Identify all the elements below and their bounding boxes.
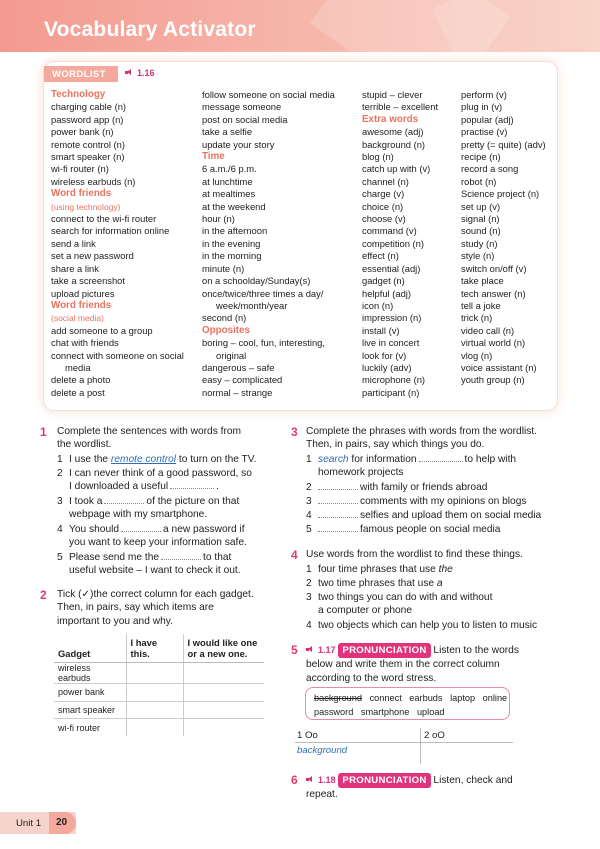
wordlist-entry: connect to the wi-fi router [51,213,157,225]
item-number: 2 [306,482,312,493]
wordlist-entry: follow someone on social media [202,89,335,100]
instruction-line: the wordlist. [57,439,112,451]
stress-column-oo[interactable] [295,728,421,764]
item-number: 1 [306,564,312,575]
wordlist-entry: choose (v) [362,213,406,225]
item-text: to turn on the TV. [176,454,257,465]
wordlist-entry: charging cable (n) [51,101,127,113]
wordlist-entry: take a screenshot [51,275,126,287]
tick-cell[interactable] [183,684,264,702]
instruction-line: Complete the phrases with words from the wordlist. [306,426,538,437]
wordlist-entry: search for information online [51,225,170,237]
wordlist-entry: essential (adj) [362,262,421,274]
wordlist-column-3 [362,89,438,399]
wordlist-entry: competition (n) [362,237,425,249]
wordlist-entry: signal (n) [461,213,500,225]
page-number: 20 [49,812,76,834]
wordlist-entry: in the morning [202,250,262,262]
answer-blank[interactable] [419,453,463,462]
item-number: 4 [57,524,63,535]
item-number: 2 [306,578,312,589]
item-text: useful website – I want to check it out. [69,565,241,577]
wordlist-entry: once/twice/three times a day/ [202,287,324,299]
wordlist-entry: send a link [51,237,96,249]
instruction-line: Then, in pairs, say which things you do. [306,439,485,451]
instruction-line: Use words from the wordlist to find these things. [306,549,523,560]
exercise-3-items [306,453,566,543]
table-row [54,701,264,719]
wordlist-entry: remote control (n) [51,138,125,150]
item-text: You should [69,524,120,535]
wordlist-entry: awesome (adj) [362,126,424,138]
wordlist-entry: pretty (= quite) (adv) [461,138,546,150]
item-text: to help with [464,454,517,465]
wordlist-column-2 [202,89,335,399]
wordlist-entry: impression (n) [362,312,422,324]
instruction-line: repeat. [306,789,338,801]
wordlist-entry: boring – cool, fun, interesting, [202,337,325,349]
wordlist-entry: media [65,361,91,373]
item-number: 3 [306,592,312,603]
table-row [54,719,264,737]
gadget-table [54,634,264,736]
wordlist-entry: blog (n) [362,151,394,163]
item-text: for information [348,454,417,465]
item-text: I can never think of a good password, so [69,468,252,479]
answer-blank[interactable] [121,523,161,532]
wordlist-entry: in the evening [202,237,261,249]
wordlist-entry: study (n) [461,237,498,249]
wordlist-entry: trick (n) [461,312,493,324]
wordlist-subheading: (using technology) [51,201,121,212]
tick-cell[interactable] [126,684,183,702]
wordlist-entry: voice assistant (n) [461,361,537,373]
exercise-4-instructions [306,548,566,561]
gadget-name: power bank [54,684,126,702]
item-text: homework projects [318,467,404,479]
wordlist-entry: share a link [51,262,99,274]
instruction-line: Listen, check and [430,775,513,786]
page-footer [0,812,76,834]
exercise-6-number: 6 [291,773,298,787]
answer-blank[interactable] [318,495,358,504]
wordlist-heading: Extra words [362,113,419,125]
speaker-icon[interactable] [306,775,315,784]
wordlist-entry: style (n) [461,250,495,262]
audio-track-number: 1.18 [318,775,336,785]
wordlist-entry: set up (v) [461,200,501,212]
item-number: 4 [306,620,312,631]
wordlist-entry: original [216,349,247,361]
answer-blank[interactable] [318,523,358,532]
item-number: 3 [57,496,63,507]
wordlist-entry: plug in (v) [461,101,503,113]
item-text: the [438,564,453,575]
exercise-1-items [57,453,287,583]
exercise-3-instructions [306,425,566,452]
struck-word: background [314,693,363,703]
item-text: comments with my opinions on blogs [360,496,527,507]
wordlist-entry: background (n) [362,138,426,150]
wordlist-entry: helpful (adj) [362,287,411,299]
wordlist-entry: minute (n) [202,262,245,274]
example-answer: search [318,454,349,465]
wordlist-entry: video call (n) [461,324,515,336]
wordlist-entry: microphone (n) [362,374,426,386]
wordlist-entry: recipe (n) [461,151,501,163]
wordlist-heading: Opposites [202,324,250,336]
wordlist-entry: terrible – excellent [362,101,439,113]
wordlist-entry: at lunchtime [202,175,253,187]
wordlist-audio-track[interactable] [125,68,155,78]
wordlist-entry: effect (n) [362,250,399,262]
item-text: you want to keep your information safe. [69,537,247,549]
wordlist-heading: Time [202,151,225,163]
wordlist-entry: at mealtimes [202,188,256,200]
item-text: to that [203,552,232,563]
wordlist-entry: participant (n) [362,386,420,398]
wordlist-box [44,62,557,410]
item-text: a computer or phone [318,605,413,617]
wordlist-entry: set a new password [51,250,134,262]
item-number: 3 [306,496,312,507]
item-text: four time phrases that use [318,564,439,575]
item-text: selfies and upload them on social media [360,510,542,521]
column-header: I have this. [126,634,183,663]
wordlist-entry: install (v) [362,324,400,336]
wordlist-heading: Word friends [51,188,112,200]
wordlist-column-1 [51,89,184,399]
tick-cell[interactable] [183,719,264,737]
unit-label: Unit 1 [16,818,42,829]
wordlist-entry: perform (v) [461,89,507,100]
wordlist-entry: 6 a.m./6 p.m. [202,163,257,175]
wordlist-entry: virtual world (n) [461,337,526,349]
wordlist-entry: dangerous – safe [202,361,275,373]
wordlist-entry: choice (n) [362,200,404,212]
wordlist-entry: delete a post [51,386,105,398]
wordlist-subheading: (social media) [51,313,104,324]
item-text: I use the [69,454,111,465]
column-header: Gadget [54,634,126,663]
item-number: 1 [57,454,63,465]
wordlist-entry: take a selfie [202,126,253,138]
gadget-name: smart speaker [54,701,126,719]
wordlist-heading: Word friends [51,299,112,311]
example-answer: remote control [110,454,177,465]
wordlist-entry: practise (v) [461,126,508,138]
exercise-6-instructions [306,773,566,802]
header-banner [0,0,600,52]
wordlist-entry: wireless earbuds (n) [51,175,136,187]
column-header: 1 Oo [297,730,318,741]
wordlist-entry: youth group (n) [461,374,525,386]
instruction-line: below and write them in the correct column [306,659,500,671]
wordlist-entry: delete a photo [51,374,111,386]
exercise-1-number: 1 [40,425,47,439]
item-number: 5 [306,524,312,535]
wordlist-entry: take place [461,275,504,287]
wordlist-entry: password app (n) [51,113,124,125]
exercise-1-instructions [57,425,277,452]
audio-track-number: 1.16 [137,68,155,78]
wordlist-entry: smart speaker (n) [51,151,125,163]
wordlist-entry: record a song [461,163,519,175]
wordlist-entry: popular (adj) [461,113,514,125]
stress-table [295,728,513,764]
wordlist-entry: tell a joke [461,299,501,311]
word-box [305,687,510,720]
item-text: two time phrases that use [318,578,437,589]
tick-cell[interactable] [126,663,183,684]
wordlist-entry: power bank (n) [51,126,114,138]
exercise-4-items [306,563,566,635]
audio-track-number: 1.17 [318,645,336,655]
banner-decoration [432,0,600,52]
wordlist-entry: connect with someone on social [51,349,184,361]
tick-cell[interactable] [126,701,183,719]
instruction-line: according to the word stress. [306,672,437,684]
item-text: Please send me the [69,552,160,563]
answer-blank[interactable] [104,495,144,504]
instruction-line: Then, in pairs, say which items are [57,602,214,614]
wordlist-entry: post on social media [202,113,288,125]
wordlist-entry: at the weekend [202,200,266,212]
answer-blank[interactable] [318,481,358,490]
wordlist-entry: robot (n) [461,175,497,187]
gadget-name: wi-fi router [54,719,126,737]
stress-column-oO[interactable] [422,728,512,764]
pronunciation-badge: PRONUNCIATION [338,773,430,788]
word-list: password smartphone upload [314,707,445,717]
item-text: I took a [69,496,103,507]
wordlist-entry: chat with friends [51,337,119,349]
item-text: webpage with my smartphone. [69,509,208,521]
wordlist-entry: sound (n) [461,225,501,237]
wordlist-entry: command (v) [362,225,417,237]
wordlist-entry: add someone to a group [51,324,153,336]
speaker-icon [125,68,134,77]
item-text: . [216,481,219,493]
wordlist-entry: upload pictures [51,287,115,299]
wordlist-entry: message someone [202,101,282,113]
wordlist-entry: charge (v) [362,188,405,200]
exercise-2-number: 2 [40,588,47,602]
table-row [54,684,264,702]
table-row [54,663,264,684]
item-text: two things you can do with and without [318,592,493,603]
example-answer: background [297,745,348,756]
wordlist-entry: icon (n) [362,299,394,311]
item-number: 1 [306,454,312,465]
column-header: I would like one or a new one. [183,634,264,663]
wordlist-entry: look for (v) [362,349,407,361]
item-text: a [436,578,443,589]
wordlist-entry: tech answer (n) [461,287,526,299]
wordlist-entry: in the afternoon [202,225,268,237]
exercise-5-number: 5 [291,643,298,657]
speaker-icon[interactable] [306,645,315,654]
wordlist-tag: WORDLIST [44,66,118,82]
exercise-2-instructions [57,588,277,628]
tick-cell[interactable] [126,719,183,737]
wordlist-entry: luckily (adv) [362,361,412,373]
wordlist-entry: hour (n) [202,213,235,225]
wordlist-entry: update your story [202,138,275,150]
wordlist-entry: normal – strange [202,386,273,398]
wordlist-entry: channel (n) [362,175,409,187]
word-list: connect earbuds laptop online [369,693,508,703]
page-title: Vocabulary Activator [44,18,256,41]
wordlist-entry: week/month/year [216,299,288,311]
wordlist-entry: Science project (n) [461,188,540,200]
divider [295,742,513,743]
instruction-line: Tick (✓)the correct column for each gadget. [57,589,254,600]
exercise-5-instructions [306,643,566,685]
item-text: two objects which can help you to listen to music [318,620,538,631]
wordlist-heading: Technology [51,89,106,100]
column-header: 2 oO [424,730,445,741]
item-number: 5 [57,552,63,563]
instruction-line: Listen to the words [430,645,519,656]
wordlist-entry: catch up with (v) [362,163,431,175]
wordlist-entry: on a schoolday/Sunday(s) [202,275,311,287]
exercise-3-number: 3 [291,425,298,439]
gadget-name: wireless earbuds [54,663,126,684]
wordlist-column-4 [461,89,546,387]
answer-blank[interactable] [170,480,214,489]
wordlist-entry: easy – complicated [202,374,283,386]
item-text: of the picture on that [146,496,240,507]
answer-blank[interactable] [161,551,201,560]
wordlist-entry: stupid – clever [362,89,423,100]
tick-cell[interactable] [183,663,264,684]
item-number: 2 [57,468,63,479]
wordlist-entry: vlog (n) [461,349,493,361]
wordlist-entry: second (n) [202,312,247,324]
wordlist-entry: live in concert [362,337,420,349]
item-text: a new password if [163,524,245,535]
wordlist-entry: switch on/off (v) [461,262,527,274]
wordlist-entry: gadget (n) [362,275,405,287]
item-number: 4 [306,510,312,521]
instruction-line: Complete the sentences with words from [57,426,242,437]
item-text: famous people on social media [360,524,501,535]
item-text: with family or friends abroad [360,482,488,493]
answer-blank[interactable] [318,509,358,518]
pronunciation-badge: PRONUNCIATION [338,643,430,658]
instruction-line: important to you and why. [57,615,173,627]
tick-cell[interactable] [183,701,264,719]
exercise-4-number: 4 [291,548,298,562]
item-text: I downloaded a useful [69,481,169,493]
wordlist-entry: wi-fi router (n) [51,163,109,175]
